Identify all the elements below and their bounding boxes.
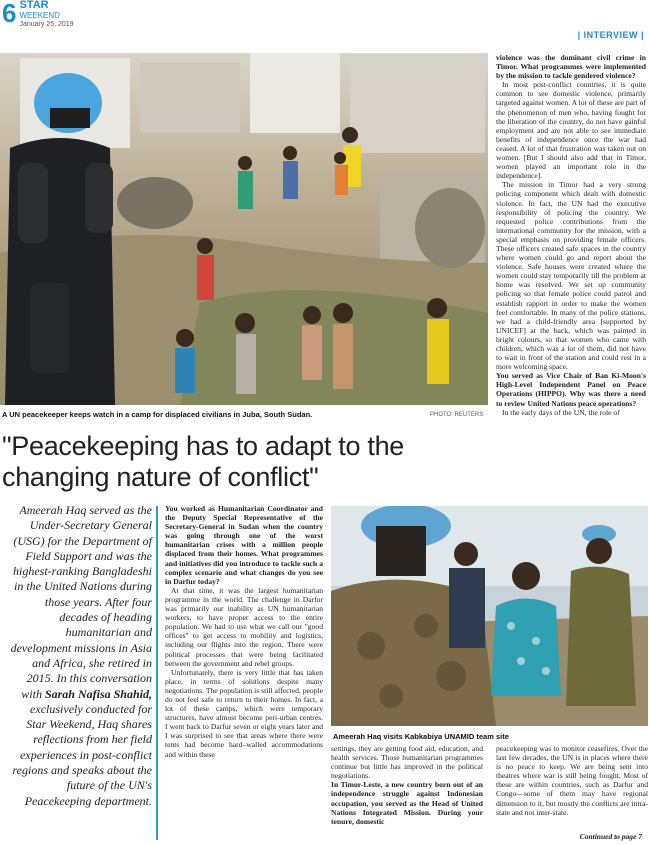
brand-name: STAR [19, 0, 49, 11]
photo2-caption: Ameerah Haq visits Kabkabiya UNAMID team site [333, 732, 509, 741]
brand-subname: WEEKEND [19, 11, 60, 20]
answer-paragraph: Unfortunately, there is very little that has taken place, in terms of solutions despite many negotiations. The population is still affected, people do not feel safe to return to their homes. In fact, a lot of these camps, which were temporary structures, have almost become peri-urban centres. I went back to Darfur seven or eight years later and I was surprised to see that areas where there were tents had become hard–walled accommodations and within these [165, 667, 323, 759]
page-number: 6 [2, 0, 17, 28]
masthead [2, 0, 74, 30]
question-paragraph: violence was the dominant civil crime in Timor. What programmes were implemented by the mission to tackle gendered violence? [496, 53, 646, 81]
question-paragraph: You served as Vice Chair of Ban Ki-Moon's High-Level Independent Panel on Peace Operations (HIPPO). Why was there a need to review United Nations peace operations? [496, 371, 646, 408]
answer-paragraph: In the early days of the UN, the role of [502, 407, 620, 417]
photo1-credit: PHOTO: REUTERS [430, 412, 484, 418]
continued-link[interactable]: Continued to page 7 [579, 832, 642, 841]
haq-visit-image [331, 506, 648, 726]
answer-paragraph: peacekeeping was to monitor ceasefires. Over the last few decades, the UN is in places where there is no peace to keep. We are being sent into theatres where war is still being fought. Most of these are within countries, such as Darfur and Congo—some of them may have regional dimension to it, but mostly the conflicts are intra-state and not inter-state. [496, 744, 648, 817]
article-intro [8, 503, 152, 809]
column-bottom-right [496, 744, 648, 817]
section-label: | INTERVIEW | [577, 30, 644, 40]
intro-part-1: Ameerah Haq served as the Under-Secretary General (USG) for the Department of Field Support and was the highest-ranking Bangladeshi in the United Nations during those years. After four decades of heading humanitarian and development missions in Asia and Africa, she retired in 2015. In this conversation with [10, 503, 152, 701]
intro-divider [156, 506, 158, 840]
answer-paragraph: In most post-conflict countries, it is quite common to see domestic violence, primarily targeted against women. A lot of these are part of the phenomenon of men who, having fought for the liberation of the country, do not have gainful employment and are not able to see immediate benefits of independence once the war had ceased. A lot of that frustration was taken out on women. [But I should also add that in Timor, women played an important role in the independence]. [496, 80, 646, 181]
issue-date: January 25, 2019 [19, 21, 74, 28]
masthead-brand-block [19, 0, 73, 29]
photo1-caption: A UN peacekeeper keeps watch in a camp for displaced civilians in Juba, South Sudan. [2, 410, 313, 419]
answer-paragraph: At that time, it was the largest humanitarian programme in the world. The challenge in Darfur was primarily our inability as UN humanitarian workers, to have proper access to the entire population. We had to use what we call our "good offices" to get access to mobility and logistics, including our flights into the region. There were political processes that were being facilitated between the government and rebel groups. [165, 585, 323, 668]
peacekeeper-camp-photo [0, 53, 488, 405]
peacekeeper-camp-image [0, 53, 488, 405]
haq-visit-photo [331, 506, 648, 726]
answer-paragraph: The mission in Timor had a very strong policing component which dealt with domestic violence. In fact, the UN had the executive responsibility of policing the country. We requested police contributions from the international community for the mission, with a special emphasis on providing female officers. These officers created safe spaces in the country where women could go and report about the violence. Safe houses were created where the women could stay temporarily till the problem at home was resolved. We set up community policing so that female police could patrol and establish rapport in order to make the women feel comfortable. In many of the police stations, we had a child-friendly area [supported by UNICEF] at the back, which was painted in bright colours, so that women who came with children, which was a lot of them, did not have to wait in front of the station and could rest in a more welcoming space. [496, 180, 646, 372]
intro-part-2: exclusively conducted for Star Weekend, Haq shares reflections from her field experiences in post-conflict regions and speaks about the future of the UN's Peacekeeping department. [12, 701, 152, 808]
column-right-top [496, 53, 646, 417]
column-middle [165, 504, 323, 759]
question-paragraph: In Timor-Leste, a new country born out of an independence struggle against Indonesian occupation, you served as the Head of United Nations Integrated Mission. During your tenure, domestic [331, 780, 483, 826]
column-bottom-middle [331, 744, 483, 826]
question-paragraph: You worked as Humanitarian Coordinator and the Deputy Special Representative of the Secretary-General in Sudan when the country was going through one of the worst humanitarian crises with a million people displaced from their homes. What programmes and initiatives did you introduce to tackle such a complex scenario and what changes do you see in Darfur today? [165, 504, 323, 586]
article-headline: "Peacekeeping has to adapt to the changing nature of conflict" [2, 431, 404, 492]
answer-paragraph: settings, they are getting food aid, education, and health services. Those humanitarian programmes continue but little has improved in the political negotiations. [331, 744, 483, 781]
interviewer-name: Sarah Nafisa Shahid, [44, 686, 152, 701]
